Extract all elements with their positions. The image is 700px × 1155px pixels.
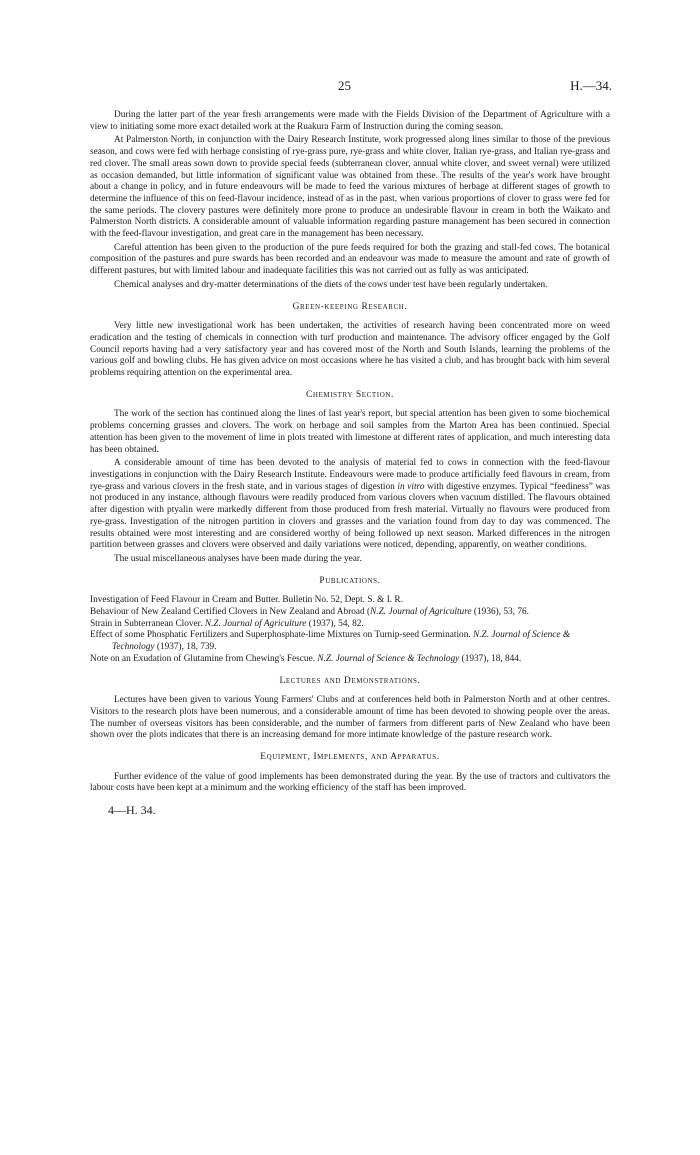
paragraph: The usual miscellaneous analyses have been made during the year.	[114, 553, 362, 564]
publication-item: Strain in Subterranean Clover. N.Z. Journal of Agriculture (1937), 54, 82.	[90, 618, 364, 629]
paragraph: At Palmerston North, in conjunction with the Dairy Research Institute, work progressed along lines similar to those of the previous season, and cows were fed with herbage consisting of rye-grass pure, rye-grass and white clover, Italian rye-grass, and Italian rye-grass and red clover. The small areas sown down to provide special feeds (subterranean clover, annual white clover, and sweet vernal) were utilized as occasion demanded, but little information of significant value was obtained from these. The results of the year's work have brought about a change in policy, and in future endeavours will be made to feed the various mixtures of herbage at different stages of growth to determine the influence of this on feed-flavour incidence, instead of as in the past, when various proportions of clover to grass were fed for the same periods. The clovery pastures were definitely more prone to produce an undesirable flavour in cream in both the Waikato and Palmerston North districts. A considerable amount of valuable information regarding pasture management has been secured in connection with the feed-flavour investigation, and great care in the management has been necessary.	[90, 135, 610, 240]
publication-item: Investigation of Feed Flavour in Cream and Butter. Bulletin No. 52, Dept. S. & I. R.	[90, 595, 403, 606]
section-heading-publications: Publications.	[319, 575, 381, 586]
paragraph: Chemical analyses and dry-matter determinations of the diets of the cows under test have been regularly undertaken.	[114, 279, 548, 290]
publication-item: Effect of some Phosphatic Fertilizers and Superphosphate-lime Mixtures on Turnip-seed Germination. N.Z. Journal of Science & Technology (1937), 18, 739.	[90, 630, 571, 653]
publication-item: Behaviour of New Zealand Certified Clovers in New Zealand and Abroad (N.Z. Journal of Agriculture (1936), 53, 76.	[90, 607, 529, 618]
section-heading-lectures: Lectures and Demonstrations.	[279, 675, 421, 686]
paragraph: A considerable amount of time has been devoted to the analysis of material fed to cows in connection with the feed-flavour investigations in conjunction with the Dairy Research Institute. Endeavours were made to produce artificially feed flavours in cream, from rye-grass and various clovers in the fresh state, and in various stages of digestion in vitro with digestive enzymes. Typical “feediness” was not produced in any instance, although flavours were readily produced from various clovers when vacuum distilled. The flavours obtained after digestion with ptyalin were markedly different from those produced from fresh material. Virtually no flavours were produced from rye-grass. Investigation of the nitrogen partition in clovers and grasses and the variation found from day to day was commenced. The results obtained were most interesting and are considered worthy of being followed up next season. Marked differences in the nitrogen partition between grasses and clovers were observed and daily variations were noticed, depending, apparently, on weather conditions.	[90, 458, 610, 551]
section-heading-equipment: Equipment, Implements, and Apparatus.	[260, 752, 440, 763]
section-heading-green-keeping: Green-keeping Research.	[292, 301, 408, 312]
paragraph: During the latter part of the year fresh arrangements were made with the Fields Division of the Department of Agriculture with a view to initiating some more exact detailed work at the Ruakura Farm of Instruction during the coming season.	[90, 110, 610, 132]
publication-item: Note on an Exudation of Glutamine from Chewing's Fescue. N.Z. Journal of Science & Technology (1937), 18, 844.	[90, 653, 522, 664]
paragraph: Further evidence of the value of good implements has been demonstrated during the year. By the use of tractors and cultivators the labour costs have been kept at a minimum and the working efficiency of the staff has been improved.	[90, 771, 610, 794]
page-number: 25	[338, 78, 351, 93]
paragraph: Lectures have been given to various Young Farmers' Clubs and at conferences held both in Palmerston North and at other centres. Visitors to the research plots have been numerous, and a considerable amount of time has been devoted to showing people over the areas. The number of overseas visitors has been considerable, and the number of farmers from different parts of New Zealand who have been shown over the plots indicates that there is an increasing demand for more intimate knowledge of the pasture research work.	[90, 695, 610, 741]
document-reference: H.—34.	[570, 78, 612, 93]
paragraph: Very little new investigational work has been undertaken, the activities of research having been concentrated more on weed eradication and the testing of chemicals in connection with turf production and maintenance. The advisory officer engaged by the Golf Council reports having had a very satisfactory year and has covered most of the North and South Islands, learning the problems of the various golf and bowling clubs. He has given advice on most occasions where he has visited a club, and has brought back with him several problems requiring attention on the experimental area.	[90, 321, 610, 379]
document-page	[90, 78, 612, 818]
footer-signature: 4—H. 34.	[108, 803, 156, 818]
section-heading-chemistry: Chemistry Section.	[305, 389, 394, 400]
paragraph: The work of the section has continued along the lines of last year's report, but special attention has been given to some biochemical problems concerning grasses and clovers. The work on herbage and soil samples from the Marton Area has been continued. Special attention has been given to the movement of lime in plots treated with limestone at different rates of application, and much interesting data has been obtained.	[90, 409, 610, 455]
paragraph: Careful attention has been given to the production of the pure feeds required for both the grazing and stall-fed cows. The botanical composition of the pastures and pure swards has been recorded and an endeavour was made to measure the amount and rate of growth of different pastures, but with limited labour and inadequate facilities this was not carried out as fully as was anticipated.	[90, 242, 610, 277]
